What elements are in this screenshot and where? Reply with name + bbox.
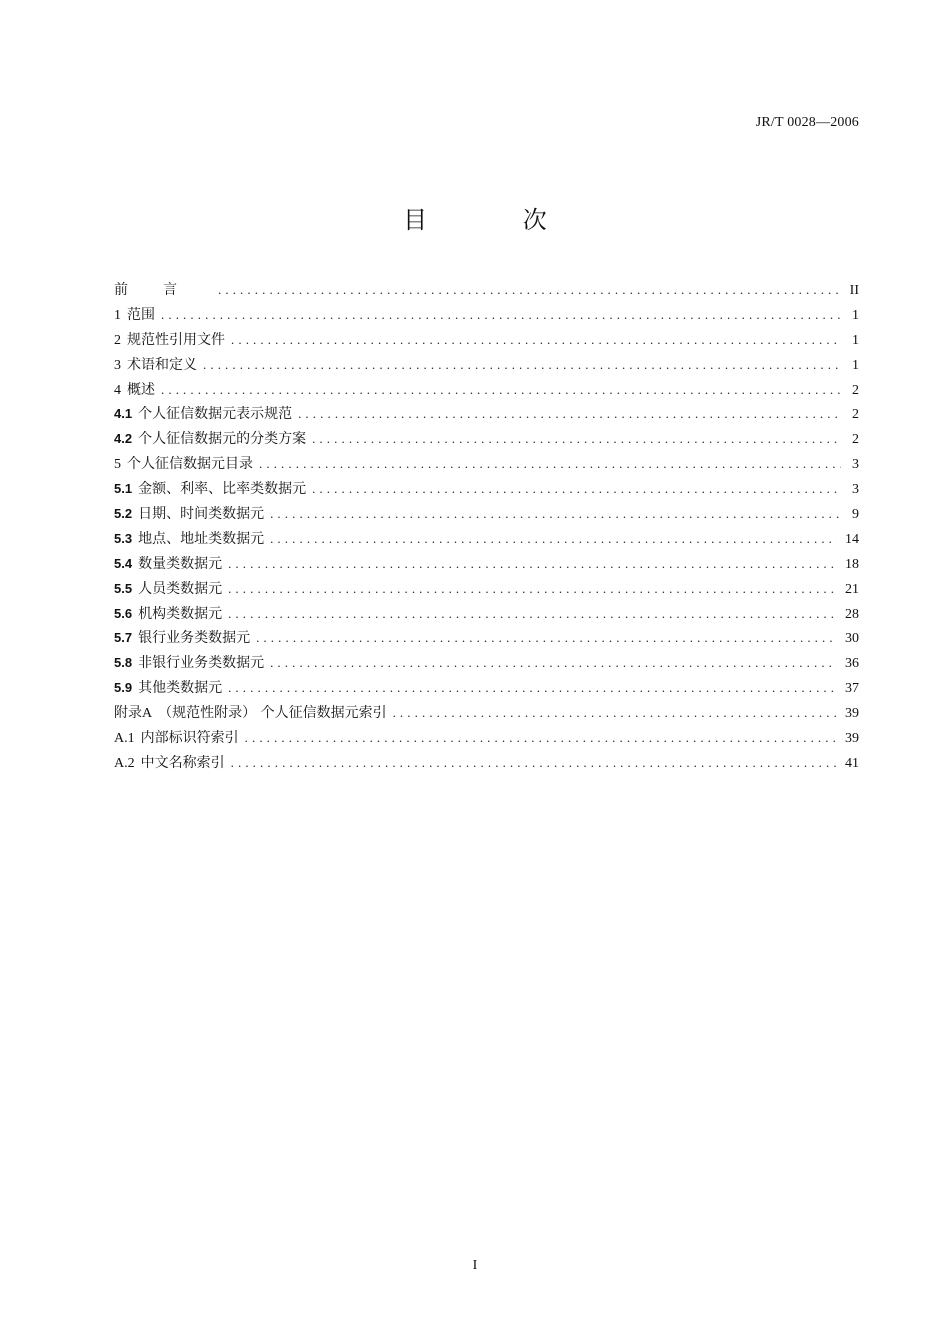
toc-entry[interactable]	[114, 378, 859, 403]
toc-leader-dots	[298, 402, 841, 427]
toc-entry-page: 1	[852, 357, 859, 373]
toc-leader-dots	[228, 552, 837, 577]
toc-leader-dots	[312, 477, 841, 502]
toc-leader-dots	[228, 577, 837, 602]
toc-entry[interactable]	[114, 701, 859, 726]
toc-entry-number: 5.5	[114, 580, 133, 596]
toc-entry-title: 概述	[127, 381, 155, 398]
toc-entry-number: 5.7	[114, 630, 133, 646]
toc-entry-title: 地点、地址类数据元	[138, 530, 265, 547]
toc-entry[interactable]	[114, 328, 859, 353]
toc-entry-number: 5.8	[114, 655, 133, 671]
toc-entry[interactable]	[114, 452, 859, 477]
toc-entry-page: 2	[852, 432, 859, 448]
toc-leader-dots	[393, 701, 837, 726]
page-title: 目 次	[403, 206, 591, 234]
toc-entry-page: 1	[852, 332, 859, 348]
toc-entry[interactable]	[114, 626, 859, 651]
toc-entry[interactable]	[114, 577, 859, 602]
toc-leader-dots	[312, 427, 841, 452]
toc-entry-title: 个人征信数据元目录	[127, 456, 253, 473]
toc-entry-page: 1	[852, 307, 859, 323]
toc-entry-number: 3	[114, 357, 121, 373]
toc-entry-title: 数量类数据元	[138, 555, 223, 572]
toc-entry-title: 个人征信数据元的分类方案	[138, 431, 307, 448]
toc-entry-title: 金额、利率、比率类数据元	[138, 481, 307, 498]
toc-entry-title: 个人征信数据元表示规范	[138, 406, 293, 423]
toc-entry-title: 内部标识符索引	[140, 730, 239, 747]
toc-entry-number: 5.9	[114, 680, 133, 696]
toc-entry-number: A.2	[114, 755, 135, 771]
toc-entry-number: 5.3	[114, 530, 133, 546]
toc-entry-page: 39	[845, 706, 859, 722]
toc-entry-page: 36	[845, 656, 859, 672]
toc-leader-dots	[256, 626, 837, 651]
toc-entry-page: II	[849, 283, 859, 298]
toc-leader-dots	[228, 676, 837, 701]
toc-entry-page: 14	[845, 531, 859, 547]
toc-entry-title: 银行业务类数据元	[138, 630, 251, 647]
toc-entry-title: （规范性附录） 个人征信数据元索引	[158, 705, 387, 722]
toc-entry-number: 4.2	[114, 431, 133, 447]
toc-entry-page: 18	[845, 556, 859, 572]
toc-entry-title: 其他类数据元	[138, 680, 223, 697]
toc-entry-title: 范围	[127, 306, 155, 323]
toc-entry-page: 3	[852, 457, 859, 473]
toc-entry-page: 2	[852, 407, 859, 423]
toc-entry-title: 非银行业务类数据元	[138, 655, 265, 672]
toc-entry-number: A.1	[114, 731, 135, 747]
toc-leader-dots	[270, 651, 837, 676]
toc-entry-number: 1	[114, 307, 121, 323]
toc-leader-dots	[270, 527, 837, 552]
toc-leader-dots	[231, 751, 837, 776]
toc-entry-title: 机构类数据元	[138, 605, 223, 622]
toc-entry[interactable]	[114, 278, 859, 303]
toc-leader-dots	[259, 452, 841, 477]
toc-entry-title: 术语和定义	[127, 356, 197, 373]
document-code: JR/T 0028—2006	[755, 115, 859, 130]
toc-entry[interactable]	[114, 602, 859, 627]
toc-entry-number: 2	[114, 332, 121, 348]
toc-entry-page: 3	[852, 482, 859, 498]
toc-entry-page: 9	[852, 507, 859, 523]
toc-entry[interactable]	[114, 751, 859, 776]
toc-leader-dots	[270, 502, 841, 527]
toc-leader-dots	[245, 726, 837, 751]
page-number: I	[472, 1258, 478, 1273]
toc-entry-page: 21	[845, 581, 859, 597]
toc-entry-page: 41	[845, 755, 859, 771]
table-of-contents	[114, 278, 859, 776]
toc-entry-number: 4.1	[114, 406, 133, 422]
toc-entry-number: 附录A	[114, 706, 153, 722]
toc-leader-dots	[228, 602, 837, 627]
toc-entry-number: 5	[114, 457, 121, 473]
toc-entry-page: 30	[845, 631, 859, 647]
toc-leader-dots	[231, 328, 841, 353]
toc-entry-page: 28	[845, 606, 859, 622]
toc-leader-dots	[161, 303, 841, 328]
toc-entry[interactable]	[114, 353, 859, 378]
toc-entry-title: 日期、时间类数据元	[138, 506, 265, 523]
toc-entry[interactable]	[114, 527, 859, 552]
toc-entry-page: 2	[852, 382, 859, 398]
toc-entry[interactable]	[114, 676, 859, 701]
toc-entry[interactable]	[114, 552, 859, 577]
toc-entry[interactable]	[114, 402, 859, 427]
toc-entry[interactable]	[114, 303, 859, 328]
toc-entry-title: 规范性引用文件	[127, 331, 225, 348]
toc-entry[interactable]	[114, 427, 859, 452]
toc-leader-dots	[218, 278, 841, 303]
toc-entry-number: 5.1	[114, 481, 133, 497]
toc-entry[interactable]	[114, 502, 859, 527]
toc-entry-title: 中文名称索引	[140, 754, 225, 771]
toc-entry-title: 人员类数据元	[138, 580, 223, 597]
toc-entry[interactable]	[114, 651, 859, 676]
toc-entry[interactable]	[114, 726, 859, 751]
toc-leader-dots	[161, 378, 841, 403]
toc-entry[interactable]	[114, 477, 859, 502]
toc-entry-number: 4	[114, 382, 121, 398]
toc-entry-page: 39	[845, 731, 859, 747]
toc-entry-page: 37	[845, 681, 859, 697]
toc-entry-number: 5.4	[114, 555, 133, 571]
toc-entry-number: 5.2	[114, 506, 133, 522]
toc-entry-number: 5.6	[114, 605, 133, 621]
toc-leader-dots	[203, 353, 841, 378]
toc-entry-title: 前言	[114, 282, 212, 298]
